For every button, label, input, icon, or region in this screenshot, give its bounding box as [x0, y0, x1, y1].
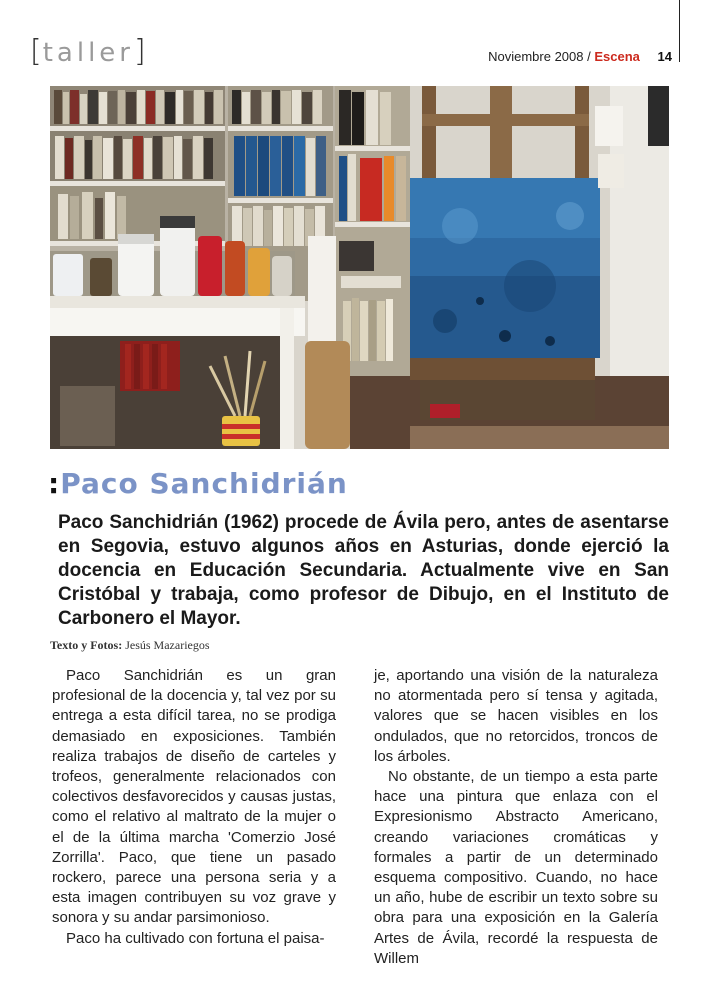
issue-header — [488, 48, 672, 66]
magazine-name: Escena — [594, 49, 640, 64]
section-word: taller — [42, 38, 134, 68]
body-paragraph: je, aportando una visión de la naturaleza no atormentada pero sí tensa y agitada, valores que se hacen visibles en los ondulados, que no retorcidos, troncos de los árboles. — [374, 667, 658, 765]
page-edge-rule — [679, 0, 680, 62]
storage-bin — [305, 341, 350, 449]
blue-abstract-painting — [410, 178, 600, 358]
byline-label: Texto y Fotos: — [50, 638, 123, 652]
body-column-right — [374, 666, 658, 969]
article-lead: Paco Sanchidrián (1962) procede de Ávila pero, antes de asentarse en Segovia, estuvo algunos años en Asturias, donde ejerció la docencia en Educación Secundaria. Actualmente vive en San Cristóbal y trabaja, como profesor de Dibujo, en el Instituto de Carbonero el Mayor. — [58, 512, 669, 629]
body-paragraph: Paco ha cultivado con fortuna el paisa- — [66, 929, 325, 947]
headline-colon: : — [48, 467, 61, 500]
body-paragraph: Paco Sanchidrián es un gran profesional de la docencia y, tal vez por su entrega a esta difícil tarea, no se prodiga demasiado en exposiciones. También realiza trabajos de diseño de carteles y trofeos, generalmente relacionados con colectivos desfavorecidos y causas justas, como el relativo al maltrato de la mujer o el de la última marcha 'Comerzio José Zorrilla'. Paco, que tiene un pasado rockero, parece una persona seria y a esta imagen contribuyen su voz grave y sonora y su andar parsimonioso. — [52, 667, 336, 927]
bookshelf — [50, 86, 225, 246]
body-column-left — [52, 666, 336, 949]
headline-name: Paco Sanchidrián — [60, 467, 348, 500]
byline — [50, 638, 210, 653]
bracket-close: ] — [133, 34, 147, 69]
article-headline — [48, 466, 348, 502]
work-table — [50, 296, 305, 308]
section-tag — [30, 32, 147, 73]
byline-author: Jesús Mazariegos — [125, 638, 210, 652]
bookshelf-right — [335, 86, 410, 376]
issue-date: Noviembre 2008 / — [488, 49, 591, 64]
body-paragraph: No obstante, de un tiempo a esta parte hace una pintura que enlaza con el Expresionismo Abstracto Americano, creando variaciones cromáticas y formales a partir de un determinado esquema compositivo. Cuando, no hace un año, hube de escribir un texto sobre su obra para una exposición en la Galería Artes de Ávila, recordé la respuesta de Willem — [374, 768, 658, 967]
studio-photo — [50, 86, 669, 449]
page-number: 14 — [657, 49, 672, 64]
studio-photo-illustration — [50, 86, 669, 449]
bracket-open: [ — [30, 34, 43, 69]
